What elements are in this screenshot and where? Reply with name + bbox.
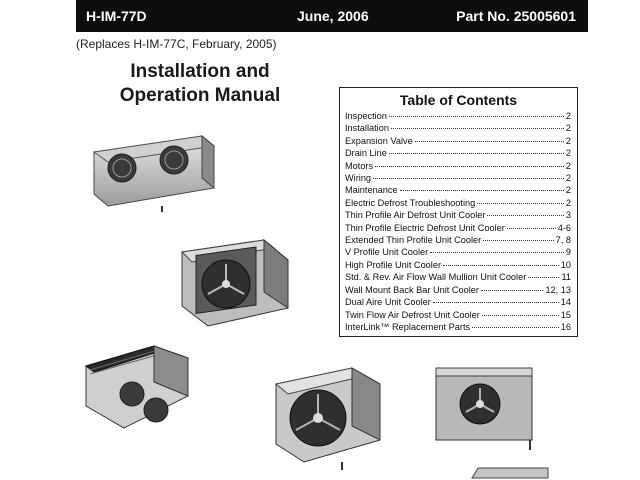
toc-item-page: 11: [561, 272, 571, 283]
toc-leader-dots: [487, 215, 563, 216]
toc-item-label: Thin Profile Air Defrost Unit Cooler: [345, 210, 486, 221]
toc-item: [345, 309, 571, 321]
toc-item-page: 7, 8: [555, 235, 571, 246]
toc-item: [345, 259, 571, 271]
toc-item: [345, 172, 571, 184]
toc-item: [345, 160, 571, 172]
toc-item-page: 2: [565, 197, 571, 208]
unit-cooler-wall-mount-image: [434, 366, 536, 450]
toc-leader-dots: [389, 116, 564, 117]
toc-item-page: 15: [560, 309, 571, 320]
toc-item: [345, 222, 571, 234]
toc-item: [345, 271, 571, 283]
unit-cooler-low-profile-image: [84, 344, 190, 434]
toc-item-page: 2: [565, 123, 571, 134]
toc-leader-dots: [482, 315, 559, 316]
toc-item: [345, 321, 571, 333]
toc-item-label: Motors: [345, 160, 374, 171]
toc-leader-dots: [433, 302, 559, 303]
toc-item-label: Installation: [345, 123, 389, 134]
toc-item-label: V Profile Unit Cooler: [345, 247, 429, 258]
toc-item: [345, 135, 571, 147]
toc-leader-dots: [373, 178, 564, 179]
toc-leader-dots: [391, 128, 564, 129]
toc-item: [345, 184, 571, 196]
toc-item: [345, 197, 571, 209]
toc-item-page: 3: [565, 210, 571, 221]
toc-leader-dots: [430, 252, 564, 253]
toc-item-page: 14: [560, 297, 571, 308]
toc-item-page: 2: [565, 173, 571, 184]
toc-item-page: 10: [560, 259, 571, 270]
toc-item-label: Thin Profile Electric Defrost Unit Cooler: [345, 222, 505, 233]
document-id: H-IM-77D: [86, 8, 147, 24]
title-line-1: Installation and: [130, 61, 270, 82]
toc-leader-dots: [400, 190, 564, 191]
toc-item: [345, 122, 571, 134]
toc-item-label: Extended Thin Profile Unit Cooler: [345, 235, 482, 246]
toc-item-page: 2: [565, 185, 571, 196]
toc-item: [345, 110, 571, 122]
toc-item: [345, 209, 571, 221]
toc-item-label: Twin Flow Air Defrost Unit Cooler: [345, 309, 480, 320]
unit-cooler-single-fan-image: [178, 236, 292, 330]
toc-leader-dots: [472, 327, 559, 328]
toc-item: [345, 234, 571, 246]
toc-leader-dots: [477, 203, 564, 204]
toc-item-label: Expansion Valve: [345, 135, 413, 146]
toc-item: [345, 284, 571, 296]
unit-cooler-twin-fan-image: [90, 132, 220, 214]
toc-leader-dots: [443, 265, 559, 266]
toc-item-label: High Profile Unit Cooler: [345, 259, 441, 270]
toc-item-page: 12, 13: [545, 284, 571, 295]
toc-item-label: Maintenance: [345, 185, 398, 196]
replaces-note: (Replaces H-IM-77C, February, 2005): [76, 37, 277, 51]
toc-item-label: Wiring: [345, 173, 372, 184]
unit-cooler-partial-image: [470, 466, 550, 480]
toc-item-label: InterLink™ Replacement Parts: [345, 321, 471, 332]
toc-item-label: Dual Aire Unit Cooler: [345, 297, 431, 308]
page-title: [100, 60, 300, 108]
toc-item-label: Drain Line: [345, 148, 387, 159]
table-of-contents: [339, 87, 578, 337]
toc-item-label: Inspection: [345, 111, 387, 121]
toc-item-page: 2: [565, 148, 571, 159]
toc-leader-dots: [507, 228, 556, 229]
toc-item: [345, 296, 571, 308]
toc-title: Table of Contents: [399, 92, 518, 108]
toc-item-label: Electric Defrost Troubleshooting: [345, 197, 476, 208]
toc-leader-dots: [481, 290, 544, 291]
toc-leader-dots: [528, 277, 559, 278]
header-bar: [76, 0, 588, 32]
toc-leader-dots: [375, 166, 564, 167]
toc-item-page: 9: [565, 247, 571, 258]
part-number: Part No. 25005601: [456, 8, 576, 24]
toc-leader-dots: [483, 240, 553, 241]
toc-list: [340, 110, 577, 333]
document-date: June, 2006: [297, 8, 369, 24]
toc-item-page: 2: [565, 111, 571, 121]
title-line-2: Operation Manual: [119, 85, 281, 106]
toc-leader-dots: [415, 141, 564, 142]
toc-item-label: Wall Mount Back Bar Unit Cooler: [345, 284, 479, 295]
toc-item-page: 4-6: [557, 222, 571, 233]
toc-item-label: Std. & Rev. Air Flow Wall Mullion Unit Cooler: [345, 272, 527, 283]
toc-item: [345, 147, 571, 159]
toc-item-page: 16: [560, 321, 571, 332]
toc-item-page: 2: [565, 135, 571, 146]
toc-leader-dots: [389, 153, 564, 154]
toc-item: [345, 246, 571, 258]
unit-cooler-center-mount-image: [272, 366, 382, 470]
toc-item-page: 2: [565, 160, 571, 171]
